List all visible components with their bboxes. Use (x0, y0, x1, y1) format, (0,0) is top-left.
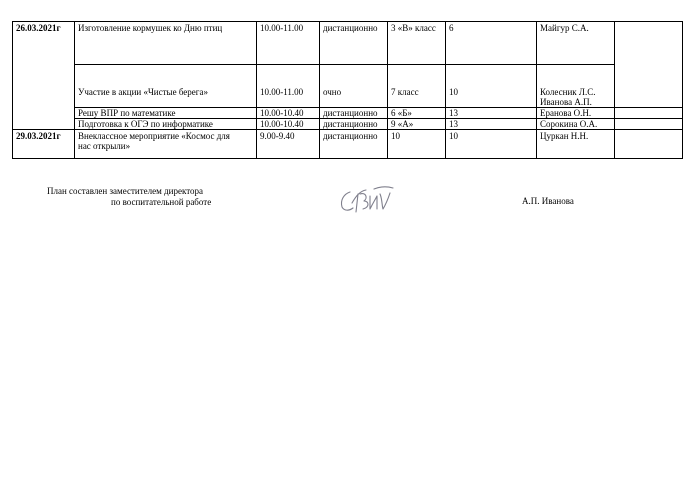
event-cell: Изготовление кормушек ко Дню птиц (75, 22, 257, 65)
responsible-cell: Еранова О.Н. (537, 108, 615, 119)
signoff-title-line1: План составлен заместителем директора (47, 186, 204, 196)
note-cell (615, 108, 683, 119)
event-text: Участие в акции «Чистые берега» (78, 87, 208, 97)
responsible-line2: Иванова А.П. (540, 97, 592, 107)
time-cell: 9.00-9.40 (257, 130, 320, 159)
table-row (13, 108, 683, 119)
note-cell (615, 130, 683, 159)
class-cell (388, 65, 446, 108)
date-cell: 29.03.2021г (13, 130, 75, 159)
count-cell (446, 65, 537, 108)
event-cell (75, 65, 257, 108)
count-cell: 13 (446, 108, 537, 119)
count-cell: 13 (446, 119, 537, 130)
format-text: очно (323, 87, 342, 97)
format-cell: дистанционно (320, 22, 388, 65)
schedule-table (12, 21, 683, 159)
time-cell: 10.00-11.00 (257, 22, 320, 65)
format-cell (320, 65, 388, 108)
responsible-line1: Колесник Л.С. (540, 87, 596, 97)
signoff-name: А.П. Иванова (522, 196, 574, 206)
event-line1: Внеклассное мероприятие «Космос для (78, 131, 230, 141)
event-line2: нас открыли» (78, 141, 131, 151)
class-text: 7 класс (391, 87, 419, 97)
responsible-cell: Цуркан Н.Н. (537, 130, 615, 159)
table-row (13, 65, 683, 108)
table-row (13, 130, 683, 159)
count-text: 10 (449, 87, 458, 97)
table-row (13, 22, 683, 65)
class-cell: 10 (388, 130, 446, 159)
format-cell: дистанционно (320, 108, 388, 119)
time-cell (257, 65, 320, 108)
signoff-title-line2: по воспитательной работе (111, 197, 212, 207)
note-cell (615, 22, 683, 108)
event-cell: Подготовка к ОГЭ по информатике (75, 119, 257, 130)
count-cell: 10 (446, 130, 537, 159)
format-cell: дистанционно (320, 130, 388, 159)
event-cell: Решу ВПР по математике (75, 108, 257, 119)
responsible-cell (537, 65, 615, 108)
count-cell: 6 (446, 22, 537, 65)
class-cell: 6 «Б» (388, 108, 446, 119)
class-cell: 9 «А» (388, 119, 446, 130)
signature-image (336, 182, 398, 218)
time-text: 10.00-11.00 (260, 87, 304, 97)
time-cell: 10.00-10.40 (257, 119, 320, 130)
event-cell (75, 130, 257, 159)
table-row (13, 119, 683, 130)
responsible-cell: Майгур С.А. (537, 22, 615, 65)
date-cell: 26.03.2021г (13, 22, 75, 130)
time-cell: 10.00-10.40 (257, 108, 320, 119)
note-cell (615, 119, 683, 130)
responsible-cell: Сорокина О.А. (537, 119, 615, 130)
class-cell: 3 «В» класс (388, 22, 446, 65)
format-cell: дистанционно (320, 119, 388, 130)
